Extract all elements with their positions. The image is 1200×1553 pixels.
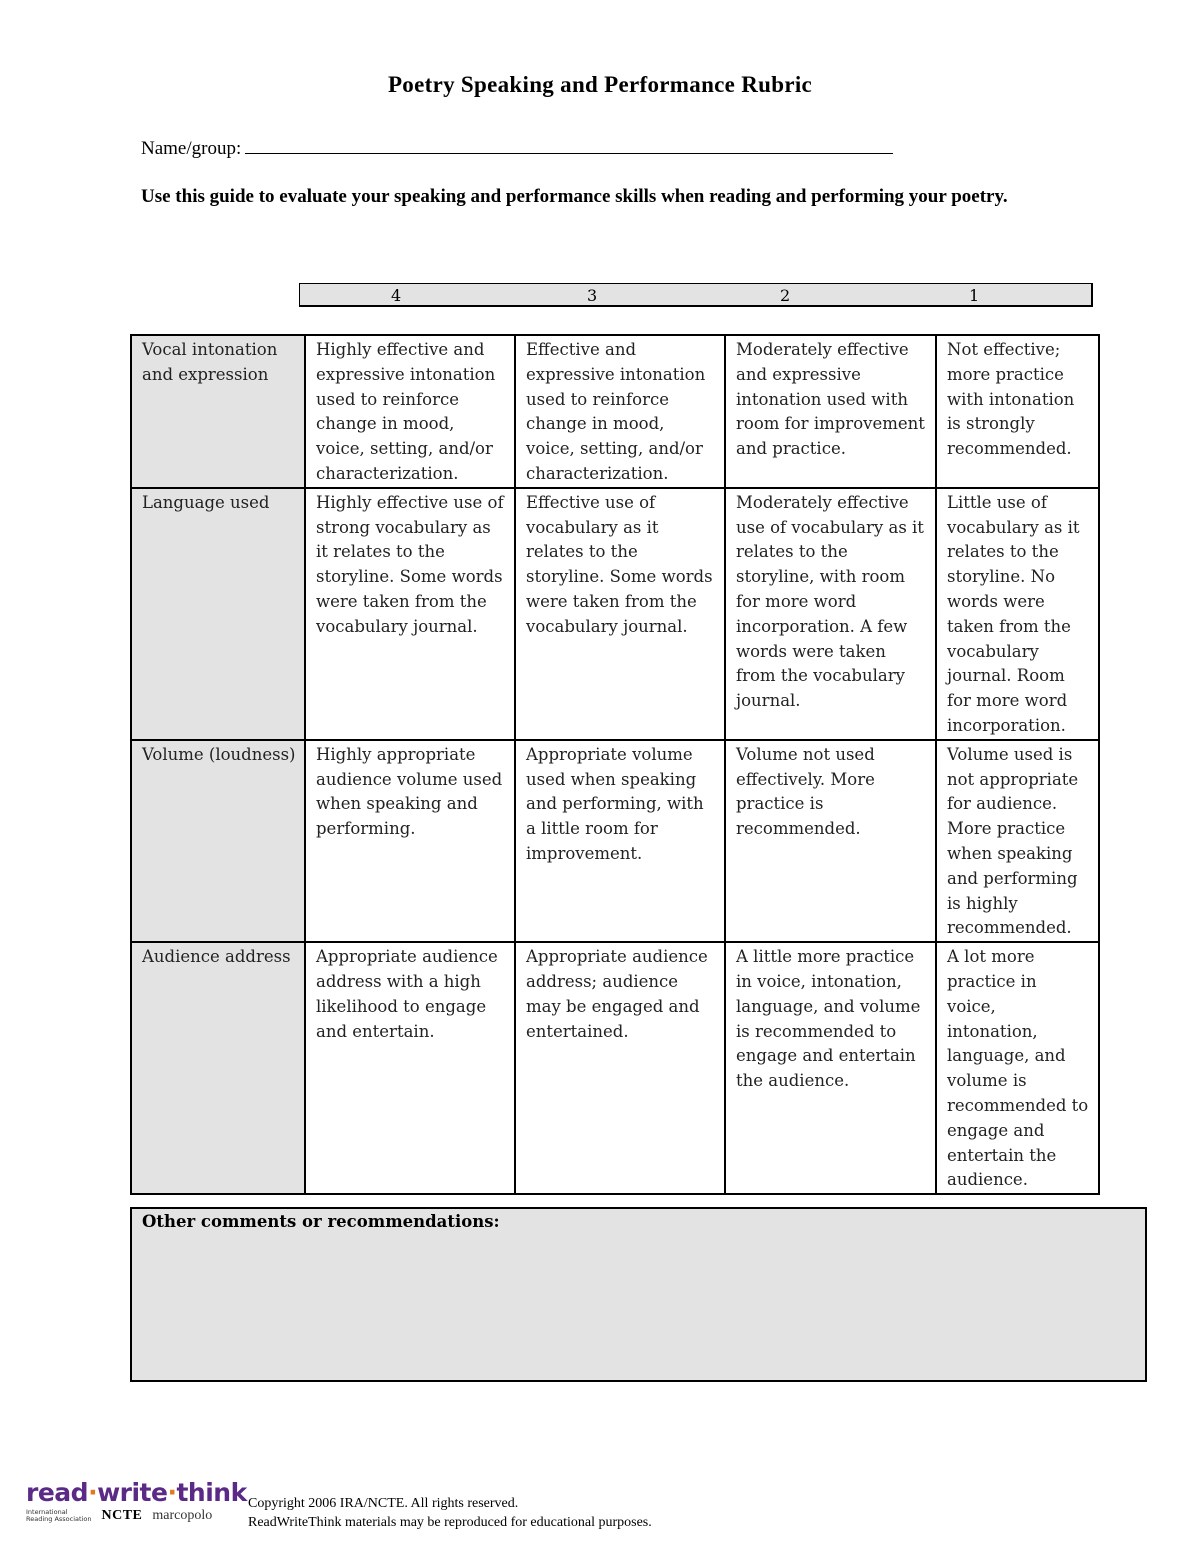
logo-wordmark xyxy=(26,1478,247,1507)
rubric-cell-score-4: Highly effective use of strong vocabulary as it relates to the storyline. Some words were taken from the vocabulary journal. xyxy=(305,488,515,740)
ncte-logo: NCTE xyxy=(101,1508,143,1523)
name-group-label: Name/group: xyxy=(141,138,242,159)
score-3: 3 xyxy=(587,286,598,305)
rubric-cell-score-3: Appropriate volume used when speaking and performing, with a little room for improvement. xyxy=(515,740,725,942)
rubric-row-vocal-intonation xyxy=(131,335,1099,488)
ira-logo: International Reading Association xyxy=(26,1508,92,1523)
comments-box[interactable] xyxy=(130,1207,1147,1382)
copyright-notice xyxy=(248,1494,652,1532)
rubric-cell-score-3: Effective use of vocabulary as it relates to the storyline. Some words were taken from the vocabulary journal. xyxy=(515,488,725,740)
copyright-line-1: Copyright 2006 IRA/NCTE. All rights reserved. xyxy=(248,1496,519,1511)
rubric-cell-score-4: Highly effective and expressive intonation used to reinforce change in mood, voice, setting, and/or characterization. xyxy=(305,335,515,488)
rubric-cell-score-1: Not effective; more practice with intonation is strongly recommended. xyxy=(936,335,1099,488)
logo-partners xyxy=(26,1508,236,1524)
rubric-row-volume xyxy=(131,740,1099,942)
criterion-cell: Volume (loudness) xyxy=(131,740,305,942)
rubric-row-audience-address xyxy=(131,942,1099,1194)
rubric-cell-score-1: Volume used is not appropriate for audience. More practice when speaking and performing is highly recommended. xyxy=(936,740,1099,942)
score-2: 2 xyxy=(780,286,791,305)
logo-word-write: write xyxy=(97,1478,168,1507)
rubric-cell-score-2: A little more practice in voice, intonation, language, and volume is recommended to engage and entertain the audience. xyxy=(725,942,936,1194)
rubric-cell-score-3: Effective and expressive intonation used to reinforce change in mood, voice, setting, and/or characterization. xyxy=(515,335,725,488)
instructions: Use this guide to evaluate your speaking and performance skills when reading and performing your poetry. xyxy=(141,186,1008,207)
copyright-line-2: ReadWriteThink materials may be reproduced for educational purposes. xyxy=(248,1515,652,1530)
comments-label: Other comments or recommendations: xyxy=(142,1212,500,1231)
score-1: 1 xyxy=(969,286,980,305)
rubric-table xyxy=(130,334,1100,1195)
rubric-row-language-used xyxy=(131,488,1099,740)
readwritethink-logo xyxy=(26,1478,247,1524)
rubric-cell-score-4: Highly appropriate audience volume used when speaking and performing. xyxy=(305,740,515,942)
criterion-cell: Language used xyxy=(131,488,305,740)
marcopolo-logo: marcopolo xyxy=(152,1508,213,1523)
page-title: Poetry Speaking and Performance Rubric xyxy=(387,72,813,97)
logo-word-think: think xyxy=(176,1478,247,1507)
logo-dot: · xyxy=(88,1478,98,1507)
rubric-cell-score-1: A lot more practice in voice, intonation, language, and volume is recommended to engage and entertain the audience. xyxy=(936,942,1099,1194)
criterion-cell: Audience address xyxy=(131,942,305,1194)
score-header-bar xyxy=(299,283,1093,307)
rubric-cell-score-4: Appropriate audience address with a high likelihood to engage and entertain. xyxy=(305,942,515,1194)
logo-dot: · xyxy=(167,1478,177,1507)
name-group-field xyxy=(141,135,893,160)
logo-word-read: read xyxy=(26,1478,89,1507)
name-group-line xyxy=(245,135,893,154)
rubric-cell-score-2: Moderately effective and expressive intonation used with room for improvement and practice. xyxy=(725,335,936,488)
rubric-cell-score-3: Appropriate audience address; audience may be engaged and entertained. xyxy=(515,942,725,1194)
rubric-cell-score-1: Little use of vocabulary as it relates to the storyline. No words were taken from the vocabulary journal. Room for more word incorporation. xyxy=(936,488,1099,740)
score-4: 4 xyxy=(391,286,402,305)
rubric-cell-score-2: Volume not used effectively. More practice is recommended. xyxy=(725,740,936,942)
criterion-cell: Vocal intonation and expression xyxy=(131,335,305,488)
rubric-cell-score-2: Moderately effective use of vocabulary as it relates to the storyline, with room for more word incorporation. A few words were taken from the vocabulary journal. xyxy=(725,488,936,740)
